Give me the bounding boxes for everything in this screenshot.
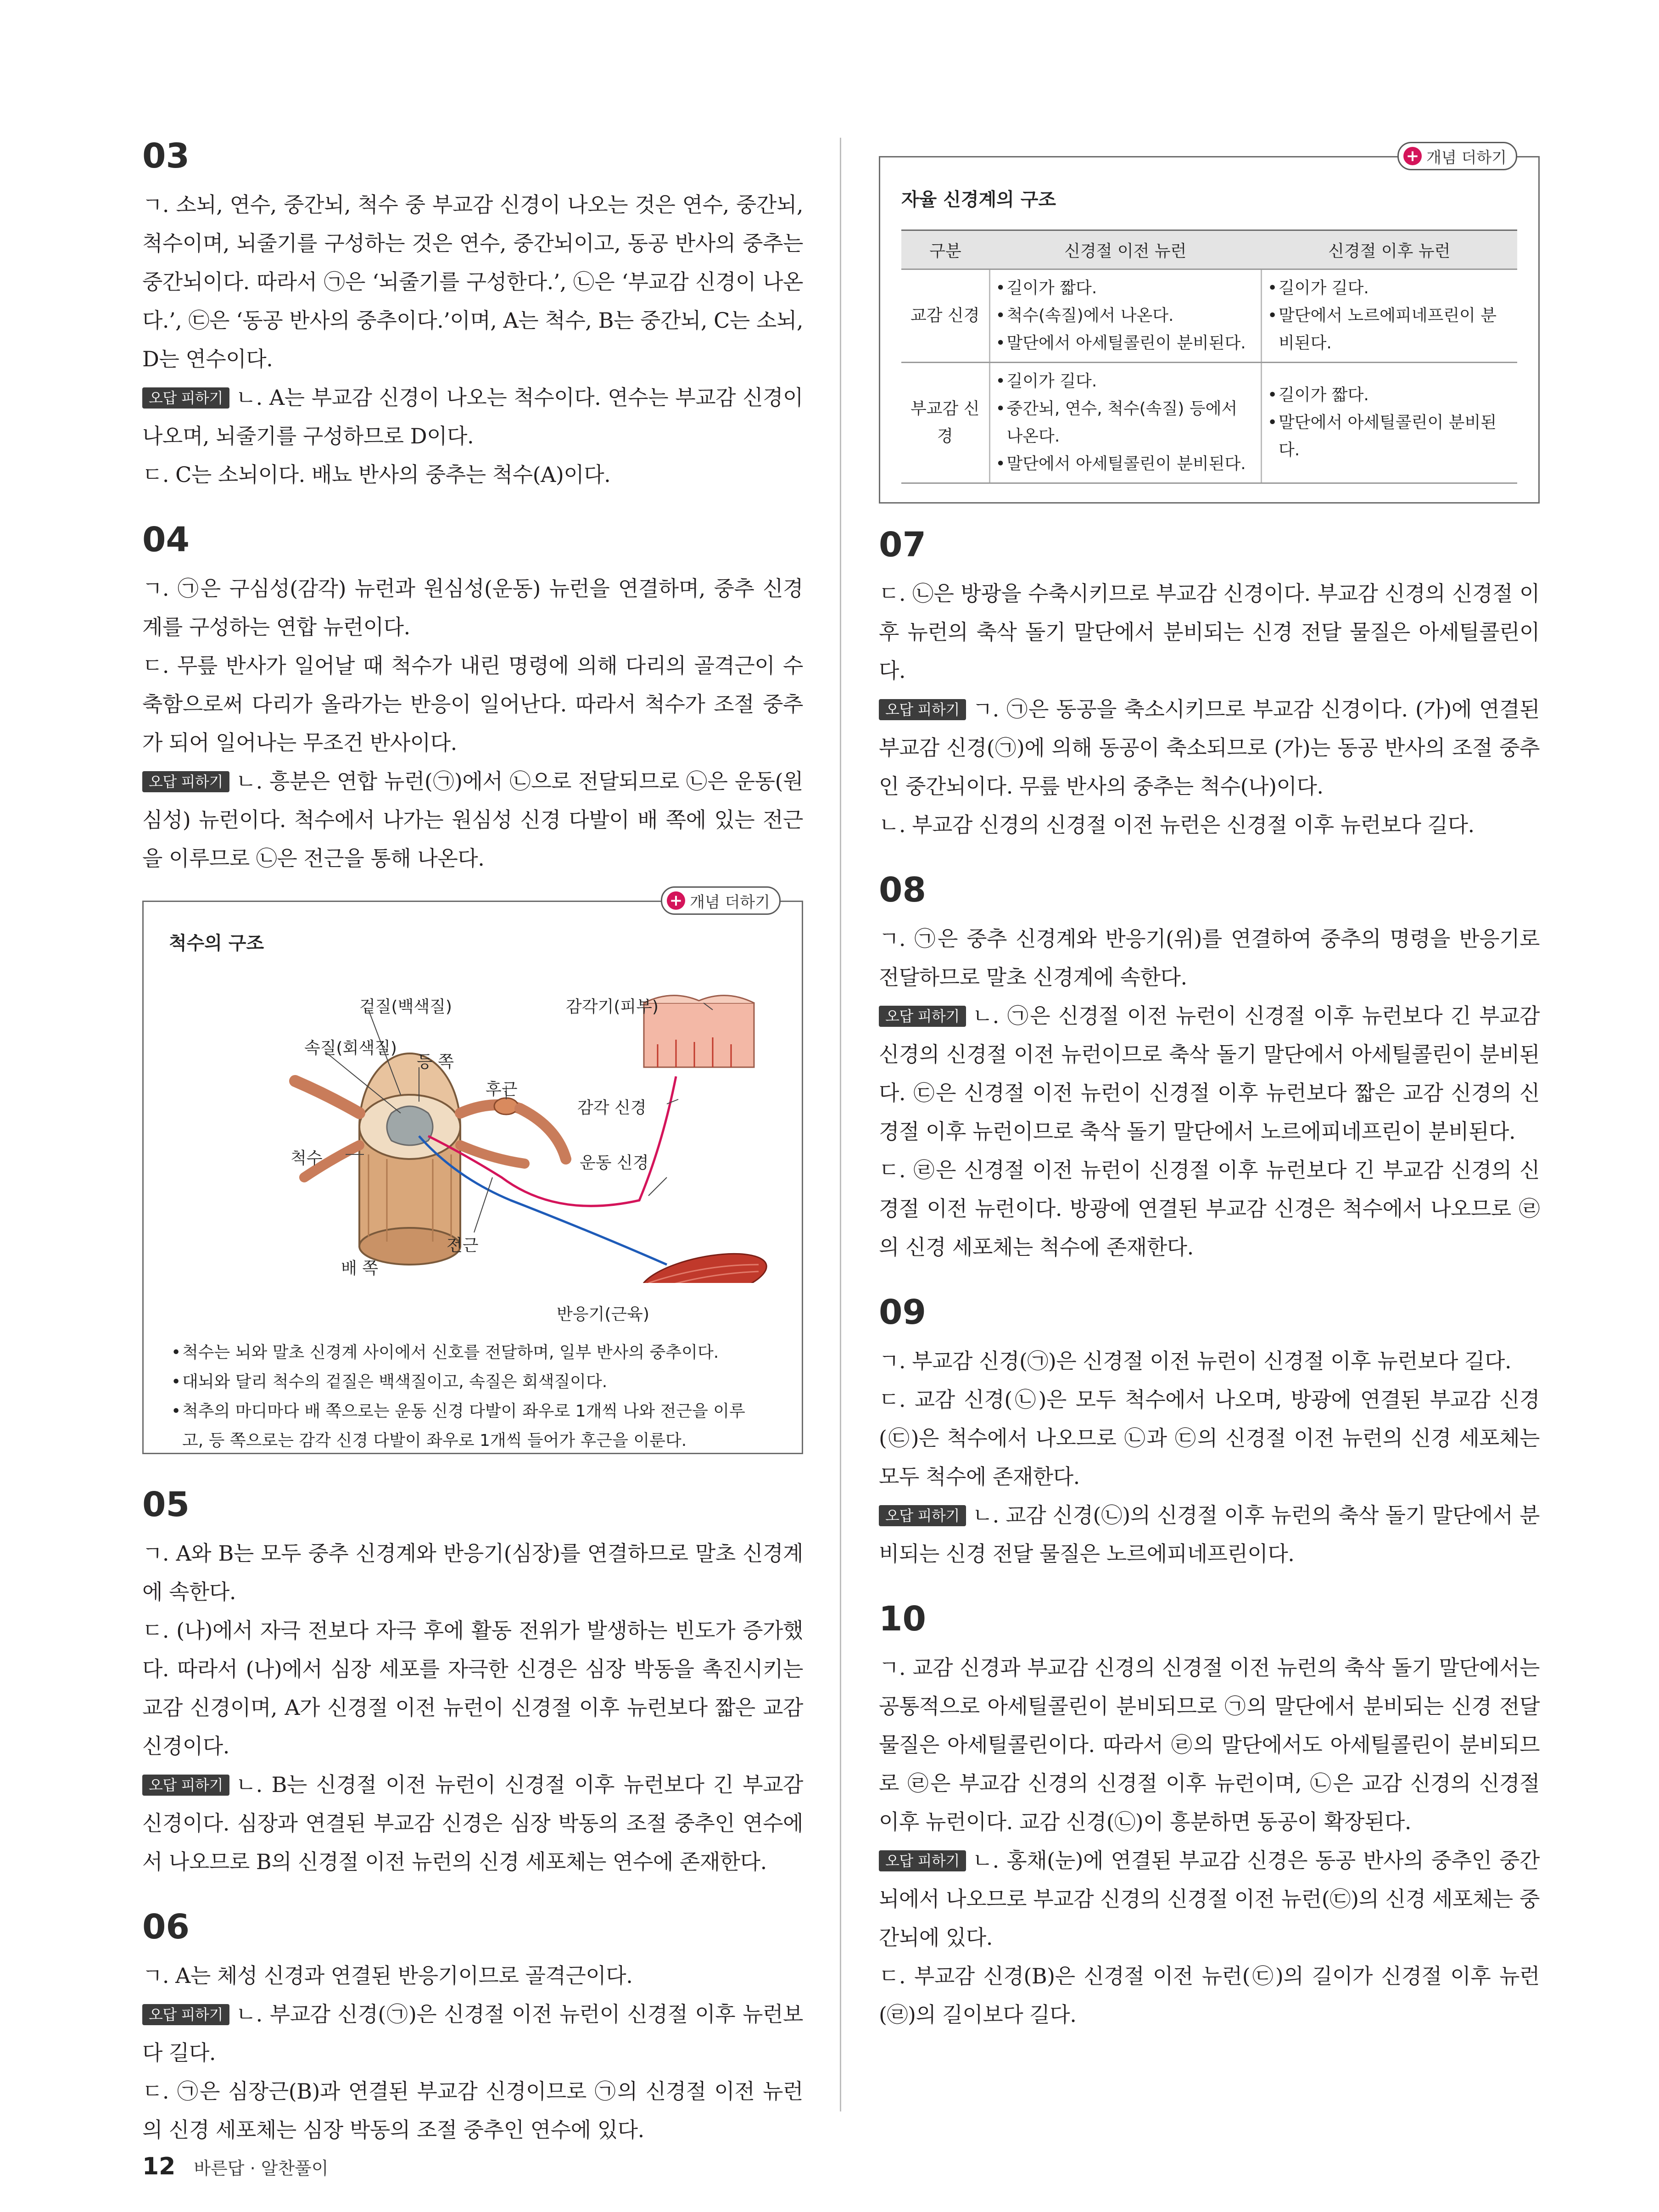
paragraph: ㄷ. ㉣은 신경절 이전 뉴런이 신경절 이후 뉴런보다 긴 부교감 신경의 신경절 이전 뉴런이다. 방광에 연결된 부교감 신경은 척수에서 나오므로 ㉣의 신경 세포체는 척수에 존재한다. — [879, 1158, 1540, 1260]
box-title: 자율 신경계의 구조 — [901, 189, 1056, 210]
list-item: • 말단에서 아세틸콜린이 분비된다. — [996, 450, 1256, 478]
paragraph: ㄱ. A와 B는 모두 중추 신경계와 반응기(심장)를 연결하므로 말초 신경계에 속한다. — [142, 1541, 803, 1604]
autonomic-table — [901, 230, 1517, 484]
section-09 — [879, 1289, 1540, 1573]
paragraph-text: ㄱ. ㉠은 동공을 축소시키므로 부교감 신경이다. (가)에 연결된 부교감 신경(㉠)에 의해 동공이 축소되므로 (가)는 동공 반사의 조절 중추인 중간뇌이다. 무릎 반사의 중추는 척수(나)이다. — [879, 697, 1540, 799]
note-item: • 척수는 뇌와 말초 신경계 사이에서 신호를 전달하며, 일부 반사의 중추이다. — [171, 1338, 759, 1367]
wrong-answer-tag: 오답 피하기 — [879, 1850, 966, 1871]
list-item: • 길이가 짧다. — [1268, 381, 1512, 409]
section-number: 07 — [879, 525, 926, 565]
paragraph — [879, 997, 1540, 1151]
concept-box-autonomic — [879, 147, 1540, 504]
list-item: • 말단에서 아세틸콜린이 분비된다. — [1268, 409, 1512, 464]
label-sensory-nerve: 감각 신경 — [577, 1098, 647, 1117]
label-outer-cortex: 겉질(백색질) — [359, 997, 452, 1016]
paragraph: ㄷ. C는 소뇌이다. 배뇨 반사의 중추는 척수(A)이다. — [142, 462, 611, 487]
concept-notes — [144, 1338, 777, 1456]
page-footer — [142, 2153, 329, 2180]
label-ventral-root: 전근 — [447, 1236, 479, 1255]
table-header: 신경절 이후 뉴런 — [1262, 230, 1517, 269]
row-name: 교감 신경 — [901, 269, 989, 363]
list-item: • 척수(속질)에서 나온다. — [996, 302, 1256, 330]
right-column — [879, 147, 1540, 2057]
paragraph — [142, 378, 803, 455]
spinal-cord-illustration — [295, 1053, 566, 1265]
wrong-answer-tag: 오답 피하기 — [142, 771, 229, 792]
label-motor-nerve: 운동 신경 — [580, 1154, 649, 1172]
muscle-illustration — [636, 1244, 771, 1283]
row-name: 부교감 신경 — [901, 363, 989, 483]
paragraph — [142, 1765, 803, 1881]
section-number: 03 — [142, 136, 190, 176]
list-item: • 길이가 길다. — [1268, 274, 1512, 302]
paragraph: ㄱ. 부교감 신경(㉠)은 신경절 이전 뉴런이 신경절 이후 뉴런보다 길다. — [879, 1349, 1512, 1373]
note-item: • 척추의 마디마다 배 쪽으로는 운동 신경 다발이 좌우로 1개씩 나와 전근을 이루고, 등 쪽으로는 감각 신경 다발이 좌우로 1개씩 들어가 후근을 이룬다. — [171, 1397, 759, 1456]
wrong-answer-tag: 오답 피하기 — [879, 1006, 966, 1027]
left-column — [142, 133, 803, 2172]
page-number: 12 — [142, 2153, 176, 2180]
paragraph — [879, 1496, 1540, 1573]
section-05 — [142, 1482, 803, 1881]
label-ventral-side: 배 쪽 — [341, 1259, 378, 1278]
list-item: • 길이가 짧다. — [996, 274, 1256, 302]
section-06 — [142, 1904, 803, 2149]
paragraph: ㄱ. A는 체성 신경과 연결된 반응기이므로 골격근이다. — [142, 1963, 633, 1988]
label-spinal-cord: 척수 — [290, 1149, 323, 1168]
wrong-answer-tag: 오답 피하기 — [879, 1505, 966, 1526]
label-dorsal-root: 후근 — [486, 1080, 518, 1099]
label-receptor: 감각기(피부) — [566, 997, 659, 1016]
label-dorsal-side: 등 쪽 — [417, 1053, 454, 1071]
paragraph-text: ㄴ. A는 부교감 신경이 나오는 척수이다. 연수는 부교감 신경이 나오며, 뇌줄기를 구성하므로 D이다. — [142, 385, 803, 448]
paragraph: ㄷ. ㉠은 심장근(B)과 연결된 부교감 신경이므로 ㉠의 신경절 이전 뉴런의 신경 세포체는 심장 박동의 조절 중추인 연수에 있다. — [142, 2079, 803, 2142]
section-10 — [879, 1596, 1540, 2034]
note-item: • 대뇌와 달리 척수의 겉질은 백색질이고, 속질은 회색질이다. — [171, 1367, 759, 1397]
paragraph — [879, 690, 1540, 806]
paragraph — [142, 1995, 803, 2072]
book-title: 바른답 · 알찬풀이 — [194, 2158, 329, 2178]
paragraph: ㄷ. 교감 신경(㉡)은 모두 척수에서 나오며, 방광에 연결된 부교감 신경(㉢)은 척수에서 나오므로 ㉡과 ㉢의 신경절 이전 뉴런의 신경 세포체는 모두 척수에 존재한다. — [879, 1387, 1540, 1489]
pre-cell — [989, 269, 1262, 363]
paragraph-text: ㄴ. 홍채(눈)에 연결된 부교감 신경은 동공 반사의 중추인 중간뇌에서 나오므로 부교감 신경의 신경절 이전 뉴런(㉢)의 신경 세포체는 중간뇌에 있다. — [879, 1848, 1540, 1950]
concept-badge: + 개념 더하기 — [661, 886, 781, 915]
paragraph-text: ㄴ. 흥분은 연합 뉴런(㉠)에서 ㉡으로 전달되므로 ㉡은 운동(원심성) 뉴런이다. 척수에서 나가는 원심성 신경 다발이 배 쪽에 있는 전근을 이루므로 ㉡은 전근을 통해 나온다. — [142, 769, 803, 871]
paragraph — [142, 762, 803, 878]
list-item: • 말단에서 노르에피네프린이 분비된다. — [1268, 302, 1512, 357]
section-04 — [142, 517, 803, 878]
paragraph: ㄷ. (나)에서 자극 전보다 자극 후에 활동 전위가 발생하는 빈도가 증가했다. 따라서 (나)에서 심장 세포를 자극한 신경은 심장 박동을 촉진시키는 교감 신경이며, A가 신경절 이전 뉴런이 신경절 이후 뉴런보다 짧은 교감 신경이다. — [142, 1618, 803, 1758]
paragraph: ㄱ. ㉠은 구심성(감각) 뉴런과 원심성(운동) 뉴런을 연결하며, 중추 신경계를 구성하는 연합 뉴런이다. — [142, 576, 803, 639]
paragraph-text: ㄴ. 부교감 신경(㉠)은 신경절 이전 뉴런이 신경절 이후 뉴런보다 길다. — [142, 2002, 803, 2065]
section-number: 06 — [142, 1907, 190, 1947]
post-cell — [1262, 269, 1517, 363]
list-item: • 말단에서 아세틸콜린이 분비된다. — [996, 330, 1256, 357]
concept-badge: + 개념 더하기 — [1397, 142, 1517, 170]
concept-box-spinal-cord — [142, 891, 803, 1454]
section-07 — [879, 522, 1540, 844]
section-number: 05 — [142, 1485, 190, 1524]
list-item: • 길이가 길다. — [996, 368, 1256, 395]
section-number: 08 — [879, 870, 926, 910]
paragraph-text: ㄴ. ㉠은 신경절 이전 뉴런이 신경절 이후 뉴런보다 긴 부교감 신경의 신경절 이전 뉴런이므로 축삭 돌기 말단에서 아세틸콜린이 분비된다. ㉢은 신경절 이전 뉴런이 신경절 이후 뉴런보다 짧은 교감 신경의 신경절 이후 뉴런이므로 축삭 돌기 말단에서 노르에피네프린이 분비된다. — [879, 1003, 1540, 1144]
paragraph — [879, 1841, 1540, 1957]
paragraph-text: ㄴ. B는 신경절 이전 뉴런이 신경절 이후 뉴런보다 긴 부교감 신경이다. 심장과 연결된 부교감 신경은 심장 박동의 조절 중추인 연수에서 나오므로 B의 신경절 이전 뉴런의 신경 세포체는 연수에 존재한다. — [142, 1772, 803, 1874]
paragraph-text: ㄴ. 교감 신경(㉡)의 신경절 이후 뉴런의 축삭 돌기 말단에서 분비되는 신경 전달 물질은 노르에피네프린이다. — [879, 1503, 1540, 1566]
section-08 — [879, 867, 1540, 1266]
paragraph: ㄷ. 무릎 반사가 일어날 때 척수가 내린 명령에 의해 다리의 골격근이 수축함으로써 다리가 올라가는 반응이 일어난다. 따라서 척수가 조절 중추가 되어 일어나는 무조건 반사이다. — [142, 653, 803, 755]
section-number: 04 — [142, 520, 190, 560]
label-effector: 반응기(근육) — [557, 1305, 649, 1324]
table-row — [901, 363, 1517, 483]
skin-illustration — [644, 996, 754, 1067]
pre-cell — [989, 363, 1262, 483]
paragraph: ㄱ. ㉠은 중추 신경계와 반응기(위)를 연결하여 중추의 명령을 반응기로 전달하므로 말초 신경계에 속한다. — [879, 926, 1540, 990]
paragraph: ㄷ. ㉡은 방광을 수축시키므로 부교감 신경이다. 부교감 신경의 신경절 이후 뉴런의 축삭 돌기 말단에서 분비되는 신경 전달 물질은 아세틸콜린이다. — [879, 581, 1540, 683]
plus-icon: + — [1403, 147, 1422, 165]
wrong-answer-tag: 오답 피하기 — [879, 699, 966, 720]
table-row — [901, 269, 1517, 363]
paragraph: ㄷ. 부교감 신경(B)은 신경절 이전 뉴런(㉢)의 길이가 신경절 이후 뉴런(㉣)의 길이보다 길다. — [879, 1964, 1540, 2027]
paragraph: ㄱ. 교감 신경과 부교감 신경의 신경절 이전 뉴런의 축삭 돌기 말단에서는 공통적으로 아세틸콜린이 분비되므로 ㉠의 말단에서 분비되는 신경 전달 물질은 아세틸콜린이다. 따라서 ㉣의 말단에서도 아세틸콜린이 분비되므로 ㉣은 부교감 신경의 신경절 이후 뉴런이며, ㉡은 교감 신경의 신경절 이후 뉴런이다. 교감 신경(㉡)이 흥분하면 동공이 확장된다. — [879, 1655, 1540, 1834]
section-number: 10 — [879, 1599, 926, 1639]
wrong-answer-tag: 오답 피하기 — [142, 1775, 229, 1796]
column-divider — [840, 138, 841, 2111]
paragraph: ㄴ. 부교감 신경의 신경절 이전 뉴런은 신경절 이후 뉴런보다 길다. — [879, 812, 1475, 837]
wrong-answer-tag: 오답 피하기 — [142, 2004, 229, 2025]
wrong-answer-tag: 오답 피하기 — [142, 387, 229, 409]
list-item: • 중간뇌, 연수, 척수(속질) 등에서 나온다. — [996, 395, 1256, 450]
section-03 — [142, 133, 803, 494]
table-header: 신경절 이전 뉴런 — [989, 230, 1262, 269]
post-cell — [1262, 363, 1517, 483]
box-title: 척수의 구조 — [169, 933, 264, 954]
section-number: 09 — [879, 1293, 926, 1332]
table-header: 구분 — [901, 230, 989, 269]
label-inner-medulla: 속질(회색질) — [304, 1039, 397, 1058]
plus-icon: + — [667, 891, 685, 910]
paragraph: ㄱ. 소뇌, 연수, 중간뇌, 척수 중 부교감 신경이 나오는 것은 연수, 중간뇌, 척수이며, 뇌줄기를 구성하는 것은 연수, 중간뇌이고, 동공 반사의 중추는 중간뇌이다. 따라서 ㉠은 ‘뇌줄기를 구성한다.’, ㉡은 ‘부교감 신경이 나온다.’, ㉢은 ‘동공 반사의 중추이다.’이며, A는 척수, B는 중간뇌, C는 소뇌, D는 연수이다. — [142, 192, 803, 371]
